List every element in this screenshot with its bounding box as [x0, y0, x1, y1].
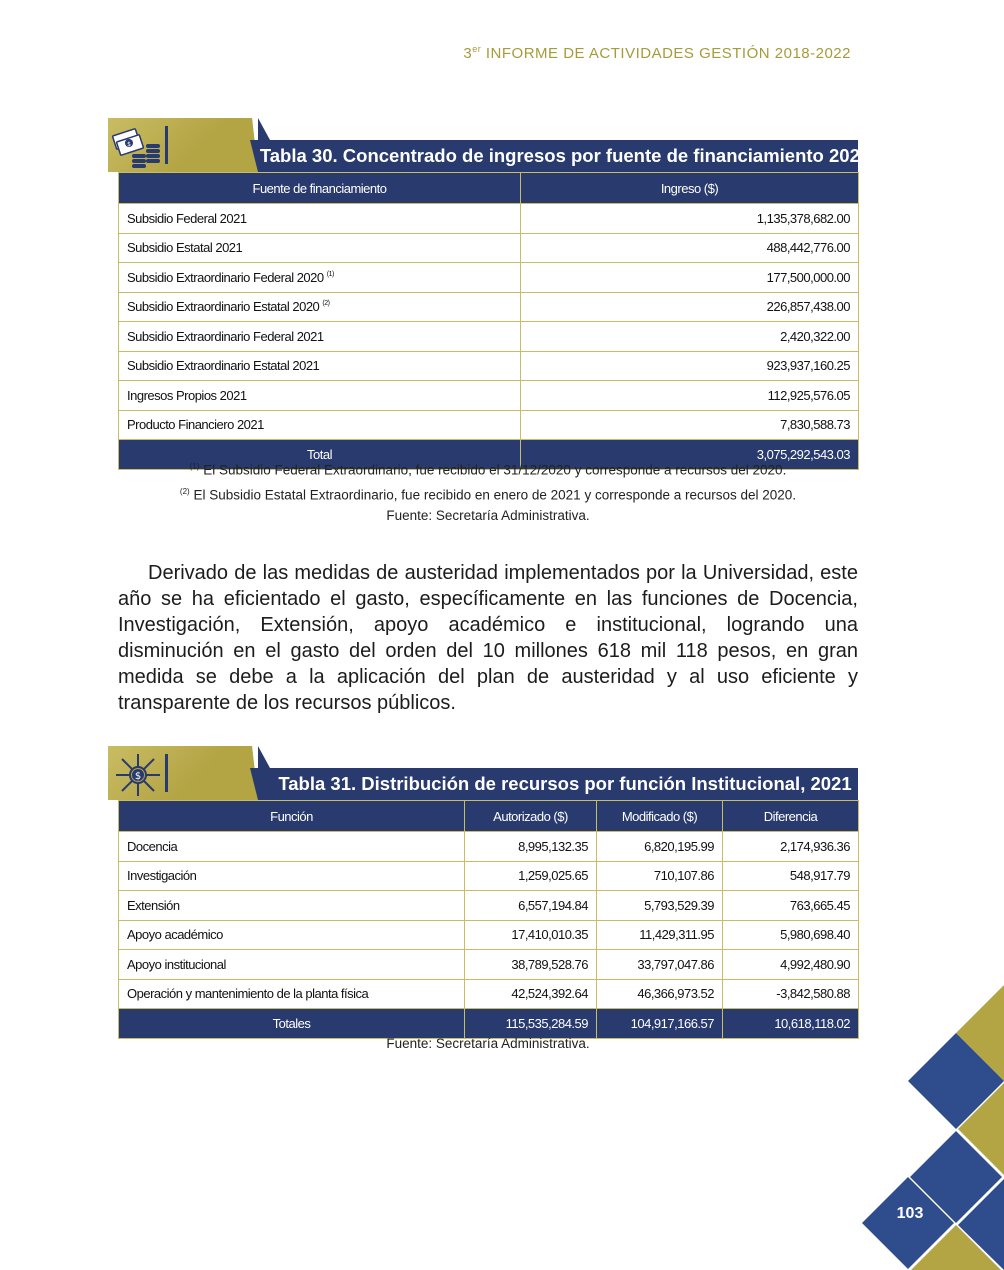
row-value: 488,442,776.00 — [521, 233, 859, 263]
row-label: Subsidio Extraordinario Federal 2021 — [119, 322, 521, 352]
authorized-value: 8,995,132.35 — [465, 832, 597, 862]
total-value: 3,075,292,543.03 — [521, 440, 859, 470]
row-label: Subsidio Estatal 2021 — [119, 233, 521, 263]
table-31 — [118, 800, 859, 1039]
row-label: Subsidio Extraordinario Estatal 2021 — [119, 351, 521, 381]
column-header: Fuente de financiamiento — [119, 173, 521, 204]
row-label: Docencia — [119, 832, 465, 862]
money-coins-icon — [110, 122, 166, 170]
header-superscript: er — [472, 44, 482, 54]
column-header: Función — [119, 801, 465, 832]
table-30-title: Tabla 30. Concentrado de ingresos por fuente de financiamiento 2021 — [258, 140, 858, 172]
modified-value: 11,429,311.95 — [597, 920, 723, 950]
header-prefix: 3 — [463, 45, 473, 62]
footnote-mark: (2) — [322, 300, 330, 308]
footnote-mark: (1) — [326, 270, 334, 278]
modified-value: 710,107.86 — [597, 861, 723, 891]
total-label: Total — [119, 440, 521, 470]
row-label: Extensión — [119, 891, 465, 921]
column-header: Modificado ($) — [597, 801, 723, 832]
body-paragraph: Derivado de las medidas de austeridad implementados por la Universidad, este año se ha eficientado el gasto, específicamente en las funciones de Docencia, Investigación, Extensión, apoyo académico e institucional, logrando una disminución en el gasto del orden del 10 millones 618 mil 118 pesos, en gran medida se debe a la aplicación del plan de austeridad y al uso eficiente y transparente de los recursos públicos. — [118, 562, 858, 714]
running-header — [463, 44, 851, 62]
row-value: 7,830,588.73 — [521, 410, 859, 440]
svg-text:$: $ — [127, 141, 131, 148]
table-row — [119, 861, 859, 891]
table-row — [119, 263, 859, 293]
total-difference: 10,618,118.02 — [723, 1009, 859, 1039]
footnote: $^{(1)}$ El Subsidio Federal Extraordinario, fue recibido el 31/12/2020 y corresponde a recursos del 2020. — [189, 462, 787, 478]
row-value: 923,937,160.25 — [521, 351, 859, 381]
modified-value: 6,820,195.99 — [597, 832, 723, 862]
total-authorized: 115,535,284.59 — [465, 1009, 597, 1039]
row-label: Subsidio Federal 2021 — [119, 204, 521, 234]
row-label: Operación y mantenimiento de la planta física — [119, 979, 465, 1009]
page-number: 103 — [896, 1205, 924, 1222]
table-row — [119, 832, 859, 862]
row-value: 177,500,000.00 — [521, 263, 859, 293]
row-value: 112,925,576.05 — [521, 381, 859, 411]
decorative-diamonds — [860, 985, 1004, 1270]
difference-value: 5,980,698.40 — [723, 920, 859, 950]
row-label: Investigación — [119, 861, 465, 891]
difference-value: -3,842,580.88 — [723, 979, 859, 1009]
authorized-value: 1,259,025.65 — [465, 861, 597, 891]
difference-value: 2,174,936.36 — [723, 832, 859, 862]
row-label: Ingresos Propios 2021 — [119, 381, 521, 411]
authorized-value: 38,789,528.76 — [465, 950, 597, 980]
row-label: Apoyo institucional — [119, 950, 465, 980]
row-label: Producto Financiero 2021 — [119, 410, 521, 440]
table-row — [119, 292, 859, 322]
dollar-network-icon — [110, 750, 166, 800]
table-30-icon-tab — [108, 118, 258, 172]
source-note: Fuente: Secretaría Administrativa. — [386, 508, 590, 523]
column-header: Autorizado ($) — [465, 801, 597, 832]
row-label: Subsidio Extraordinario Federal 2020 $^{(1)}$ — [119, 263, 521, 293]
table-31-icon-tab — [108, 746, 258, 800]
table-row — [119, 920, 859, 950]
table-row — [119, 979, 859, 1009]
column-header: Ingreso ($) — [521, 173, 859, 204]
row-value: 1,135,378,682.00 — [521, 204, 859, 234]
row-value: 2,420,322.00 — [521, 322, 859, 352]
table-row — [119, 322, 859, 352]
authorized-value: 42,524,392.64 — [465, 979, 597, 1009]
row-label: Subsidio Extraordinario Estatal 2020 $^{(2)}$ — [119, 292, 521, 322]
table-row — [119, 204, 859, 234]
difference-value: 4,992,480.90 — [723, 950, 859, 980]
table-30-block — [108, 118, 871, 470]
table-row — [119, 381, 859, 411]
source-note: Fuente: Secretaría Administrativa. — [386, 1036, 590, 1051]
column-header: Diferencia — [723, 801, 859, 832]
table-row — [119, 410, 859, 440]
table-31-title: Tabla 31. Distribución de recursos por función Institucional, 2021 — [258, 768, 858, 800]
authorized-value: 17,410,010.35 — [465, 920, 597, 950]
total-modified: 104,917,166.57 — [597, 1009, 723, 1039]
total-label: Totales — [119, 1009, 465, 1039]
modified-value: 46,366,973.52 — [597, 979, 723, 1009]
row-label: Apoyo académico — [119, 920, 465, 950]
footnote: $^{(2)}$ El Subsidio Estatal Extraordinario, fue recibido en enero de 2021 y corresponde a recursos del 2020. — [179, 486, 797, 502]
table-row — [119, 233, 859, 263]
table-row — [119, 351, 859, 381]
modified-value: 5,793,529.39 — [597, 891, 723, 921]
table-30 — [118, 172, 859, 470]
table-31-source — [118, 1033, 858, 1054]
authorized-value: 6,557,194.84 — [465, 891, 597, 921]
modified-value: 33,797,047.86 — [597, 950, 723, 980]
difference-value: 763,665.45 — [723, 891, 859, 921]
table-30-notes — [118, 456, 858, 526]
table-31-block — [108, 746, 858, 1039]
table-30-banner — [108, 118, 871, 172]
row-value: 226,857,438.00 — [521, 292, 859, 322]
table-row — [119, 891, 859, 921]
table-31-banner — [108, 746, 858, 800]
svg-text:$: $ — [134, 771, 142, 782]
difference-value: 548,917.79 — [723, 861, 859, 891]
table-row — [119, 950, 859, 980]
header-title: INFORME DE ACTIVIDADES GESTIÓN 2018-2022 — [485, 45, 851, 62]
